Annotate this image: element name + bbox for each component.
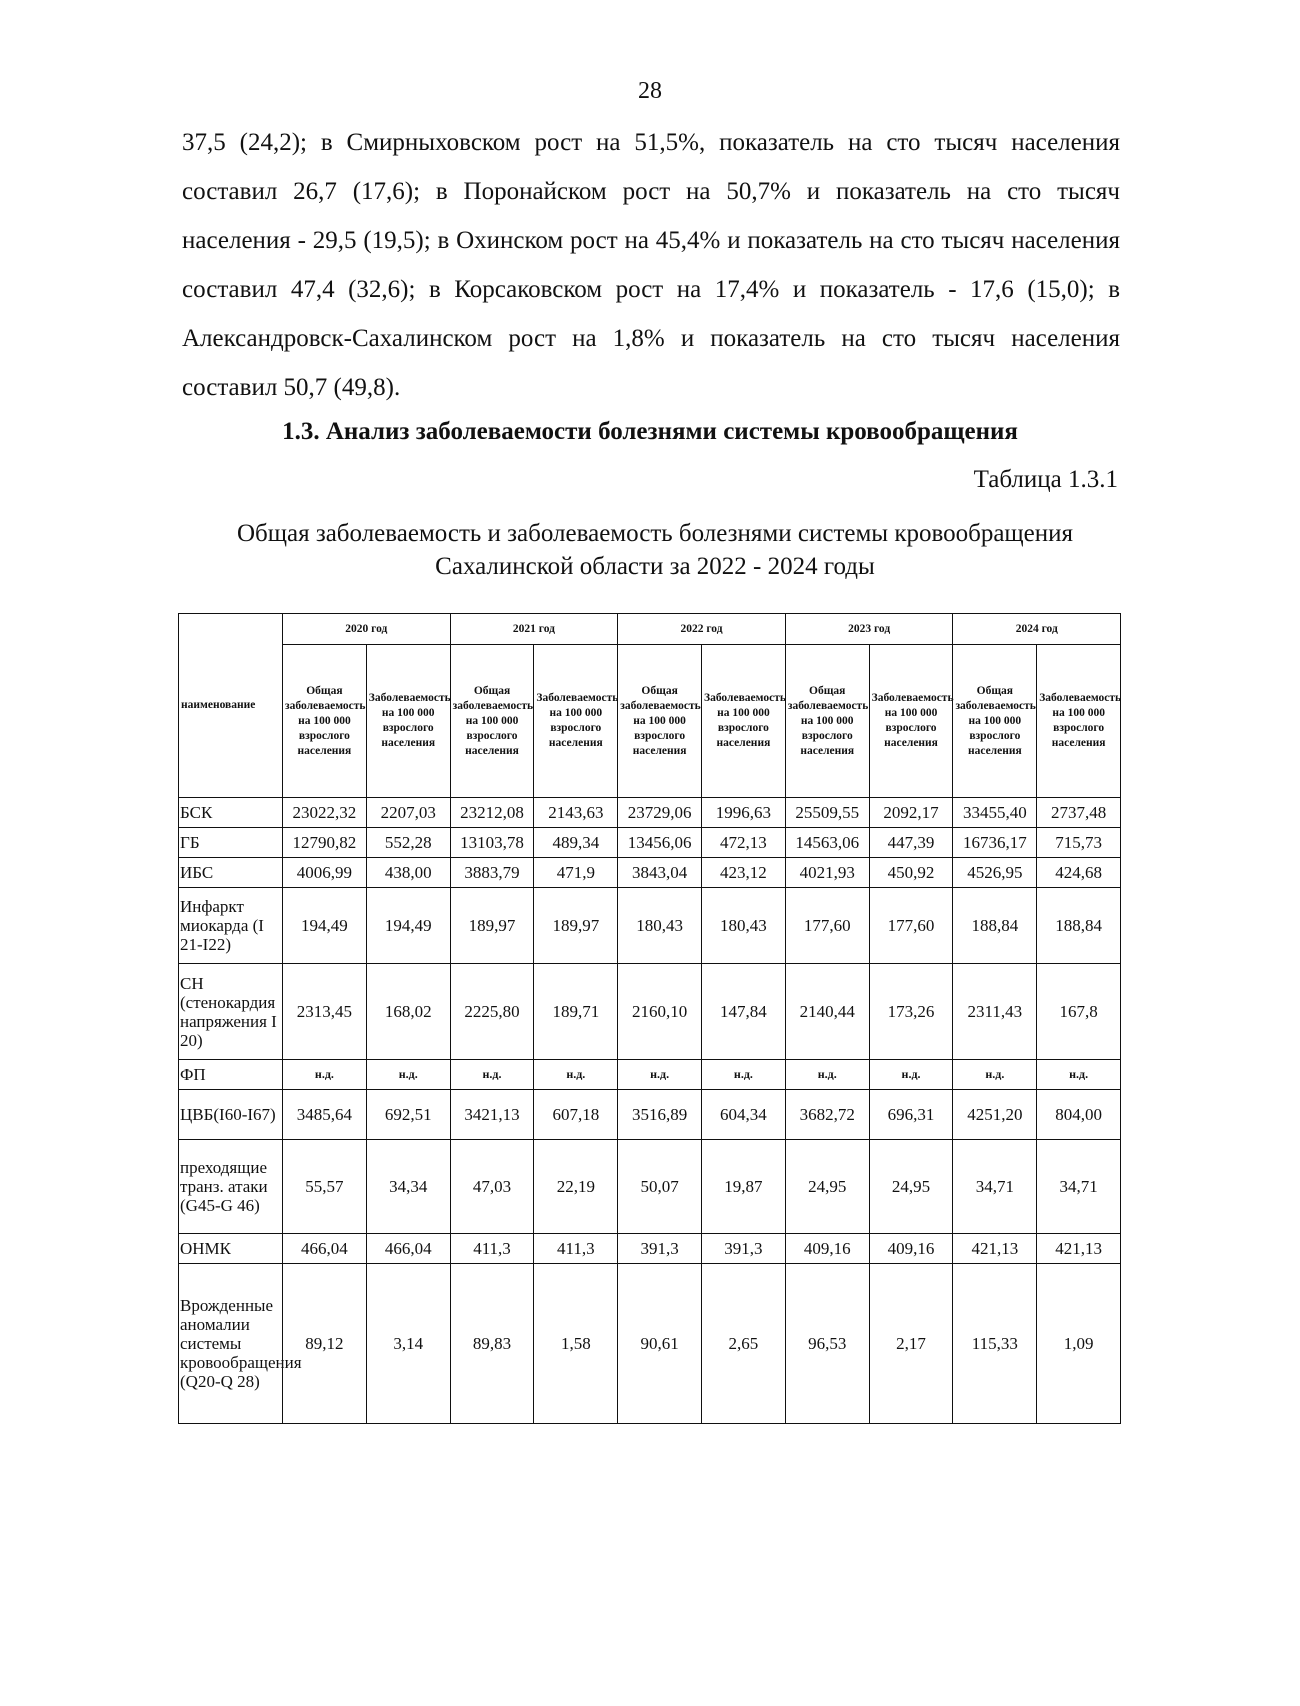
row-name: ГБ [179, 828, 283, 858]
row-name: ОНМК [179, 1234, 283, 1264]
row-name: СН (стенокардия напряжения I 20) [179, 964, 283, 1060]
table-cell: 23729,06 [618, 798, 702, 828]
table-cell: 2140,44 [785, 964, 869, 1060]
table-cell: 167,8 [1037, 964, 1121, 1060]
table-cell: 421,13 [1037, 1234, 1121, 1264]
table-cell: 411,3 [534, 1234, 618, 1264]
table-row [179, 858, 1121, 888]
incidence-header: Заболеваемость на 100 000 взрослого населения [366, 645, 450, 798]
table-cell: 409,16 [785, 1234, 869, 1264]
table-cell: 14563,06 [785, 828, 869, 858]
table-cell: 409,16 [869, 1234, 953, 1264]
table-caption: Общая заболеваемость и заболеваемость болезнями системы кровообращения Сахалинской области за 2022 - 2024 годы [236, 520, 1074, 580]
table-cell: 421,13 [953, 1234, 1037, 1264]
table-cell: 466,04 [366, 1234, 450, 1264]
table-cell: 391,3 [618, 1234, 702, 1264]
table-cell: 33455,40 [953, 798, 1037, 828]
table-cell: 472,13 [702, 828, 786, 858]
year-header: 2022 год [618, 614, 786, 645]
body-paragraph: 37,5 (24,2); в Смирныховском рост на 51,5%, показатель на сто тысяч населения составил 26,7 (17,6); в Поронайском рост на 50,7% и показатель на сто тысяч населения - 29,5 (19,5); в Охинском рост на 45,4% и показатель на сто тысяч населения составил 47,4 (32,6); в Корсаковском рост на 17,4% и показатель - 17,6 (15,0); в Александровск-Сахалинском рост на 1,8% и показатель на сто тысяч населения составил 50,7 (49,8). [182, 129, 1120, 401]
incidence-header: Заболеваемость на 100 000 взрослого населения [702, 645, 786, 798]
table-cell: 2,65 [702, 1264, 786, 1424]
table-cell: н.д. [283, 1060, 367, 1090]
row-name: ЦВБ(I60-I67) [179, 1090, 283, 1140]
table-cell: 2143,63 [534, 798, 618, 828]
table-cell: 607,18 [534, 1090, 618, 1140]
table-cell: н.д. [534, 1060, 618, 1090]
table-cell: 604,34 [702, 1090, 786, 1140]
table-cell: 50,07 [618, 1140, 702, 1234]
table-cell: 2207,03 [366, 798, 450, 828]
table-cell: 2092,17 [869, 798, 953, 828]
table-cell: 177,60 [785, 888, 869, 964]
row-name: Инфаркт миокарда (I 21-I22) [179, 888, 283, 964]
table-cell: 4006,99 [283, 858, 367, 888]
row-name: ИБС [179, 858, 283, 888]
year-header: 2023 год [785, 614, 953, 645]
table-cell: 4251,20 [953, 1090, 1037, 1140]
table-cell: 3682,72 [785, 1090, 869, 1140]
table-cell: 19,87 [702, 1140, 786, 1234]
table-cell: н.д. [618, 1060, 702, 1090]
incidence-header: Заболеваемость на 100 000 взрослого населения [534, 645, 618, 798]
table-cell: 25509,55 [785, 798, 869, 828]
general-morbidity-header: Общая заболеваемость на 100 000 взрослого населения [618, 645, 702, 798]
table-cell: 47,03 [450, 1140, 534, 1234]
table-cell: 180,43 [702, 888, 786, 964]
table-cell: 4021,93 [785, 858, 869, 888]
table-cell: 3843,04 [618, 858, 702, 888]
table-cell: 1996,63 [702, 798, 786, 828]
table-cell: 188,84 [953, 888, 1037, 964]
section-heading: 1.3. Анализ заболеваемости болезнями системы кровообращения [282, 418, 1018, 445]
table-cell: 24,95 [869, 1140, 953, 1234]
table-cell: 34,34 [366, 1140, 450, 1234]
table-cell: 23022,32 [283, 798, 367, 828]
year-header: 2021 год [450, 614, 618, 645]
table-cell: 692,51 [366, 1090, 450, 1140]
table-cell: 447,39 [869, 828, 953, 858]
name-column-header: наименование [179, 614, 283, 798]
row-name: преходящие транз. атаки (G45-G 46) [179, 1140, 283, 1234]
table-cell: 804,00 [1037, 1090, 1121, 1140]
table-row [179, 1060, 1121, 1090]
incidence-header: Заболеваемость на 100 000 взрослого населения [869, 645, 953, 798]
table-cell: 180,43 [618, 888, 702, 964]
table-cell: 16736,17 [953, 828, 1037, 858]
year-header: 2020 год [283, 614, 451, 645]
row-name: ФП [179, 1060, 283, 1090]
table-row [179, 1264, 1121, 1424]
table-cell: 13456,06 [618, 828, 702, 858]
table-cell: 423,12 [702, 858, 786, 888]
table-cell: 189,97 [450, 888, 534, 964]
table-cell: 3421,13 [450, 1090, 534, 1140]
table-cell: 90,61 [618, 1264, 702, 1424]
table-cell: 3516,89 [618, 1090, 702, 1140]
table-cell: н.д. [869, 1060, 953, 1090]
table-cell: 177,60 [869, 888, 953, 964]
table-cell: 34,71 [953, 1140, 1037, 1234]
table-cell: 411,3 [450, 1234, 534, 1264]
table-cell: 89,12 [283, 1264, 367, 1424]
table-row [179, 964, 1121, 1060]
table-row [179, 798, 1121, 828]
table-cell: 471,9 [534, 858, 618, 888]
table-cell: 3883,79 [450, 858, 534, 888]
table-cell: 2,17 [869, 1264, 953, 1424]
table-cell: 424,68 [1037, 858, 1121, 888]
table-cell: 168,02 [366, 964, 450, 1060]
table-cell: 2160,10 [618, 964, 702, 1060]
table-cell: 466,04 [283, 1234, 367, 1264]
general-morbidity-header: Общая заболеваемость на 100 000 взрослого населения [283, 645, 367, 798]
table-cell: 194,49 [366, 888, 450, 964]
table-cell: 3,14 [366, 1264, 450, 1424]
table-cell: 96,53 [785, 1264, 869, 1424]
table-cell: 147,84 [702, 964, 786, 1060]
table-cell: 24,95 [785, 1140, 869, 1234]
table-cell: 22,19 [534, 1140, 618, 1234]
table-cell: 1,58 [534, 1264, 618, 1424]
table-cell: 391,3 [702, 1234, 786, 1264]
table-cell: 489,34 [534, 828, 618, 858]
row-name: БСК [179, 798, 283, 828]
table-cell: 13103,78 [450, 828, 534, 858]
table-cell: 189,71 [534, 964, 618, 1060]
table-label: Таблица 1.3.1 [973, 466, 1118, 493]
table-cell: 3485,64 [283, 1090, 367, 1140]
page-number: 28 [638, 78, 662, 104]
incidence-header: Заболеваемость на 100 000 взрослого населения [1037, 645, 1121, 798]
table-cell: 55,57 [283, 1140, 367, 1234]
row-name: Врожденные аномалии системы кровообращения (Q20-Q 28) [179, 1264, 283, 1424]
table-cell: н.д. [366, 1060, 450, 1090]
table-cell: 173,26 [869, 964, 953, 1060]
general-morbidity-header: Общая заболеваемость на 100 000 взрослого населения [450, 645, 534, 798]
table-cell: 115,33 [953, 1264, 1037, 1424]
table-cell: 696,31 [869, 1090, 953, 1140]
table-cell: 23212,08 [450, 798, 534, 828]
table-cell: 552,28 [366, 828, 450, 858]
table-cell: 188,84 [1037, 888, 1121, 964]
table-cell: 4526,95 [953, 858, 1037, 888]
table-row [179, 1140, 1121, 1234]
general-morbidity-header: Общая заболеваемость на 100 000 взрослого населения [785, 645, 869, 798]
table-cell: 2225,80 [450, 964, 534, 1060]
table-body [179, 798, 1121, 1424]
table-cell: 2737,48 [1037, 798, 1121, 828]
table-cell: н.д. [785, 1060, 869, 1090]
table-cell: 1,09 [1037, 1264, 1121, 1424]
table-cell: 89,83 [450, 1264, 534, 1424]
table-cell: н.д. [450, 1060, 534, 1090]
table-row [179, 1234, 1121, 1264]
table-cell: 2311,43 [953, 964, 1037, 1060]
morbidity-table [178, 613, 1121, 1424]
table-cell: 194,49 [283, 888, 367, 964]
table-cell: н.д. [702, 1060, 786, 1090]
table-row [179, 1090, 1121, 1140]
year-header: 2024 год [953, 614, 1121, 645]
table-row [179, 828, 1121, 858]
table-row [179, 888, 1121, 964]
table-cell: н.д. [953, 1060, 1037, 1090]
table-cell: 2313,45 [283, 964, 367, 1060]
table-cell: 189,97 [534, 888, 618, 964]
table-cell: 12790,82 [283, 828, 367, 858]
table-cell: 34,71 [1037, 1140, 1121, 1234]
table-cell: 438,00 [366, 858, 450, 888]
table-cell: 450,92 [869, 858, 953, 888]
table-cell: н.д. [1037, 1060, 1121, 1090]
table-cell: 715,73 [1037, 828, 1121, 858]
general-morbidity-header: Общая заболеваемость на 100 000 взрослого населения [953, 645, 1037, 798]
